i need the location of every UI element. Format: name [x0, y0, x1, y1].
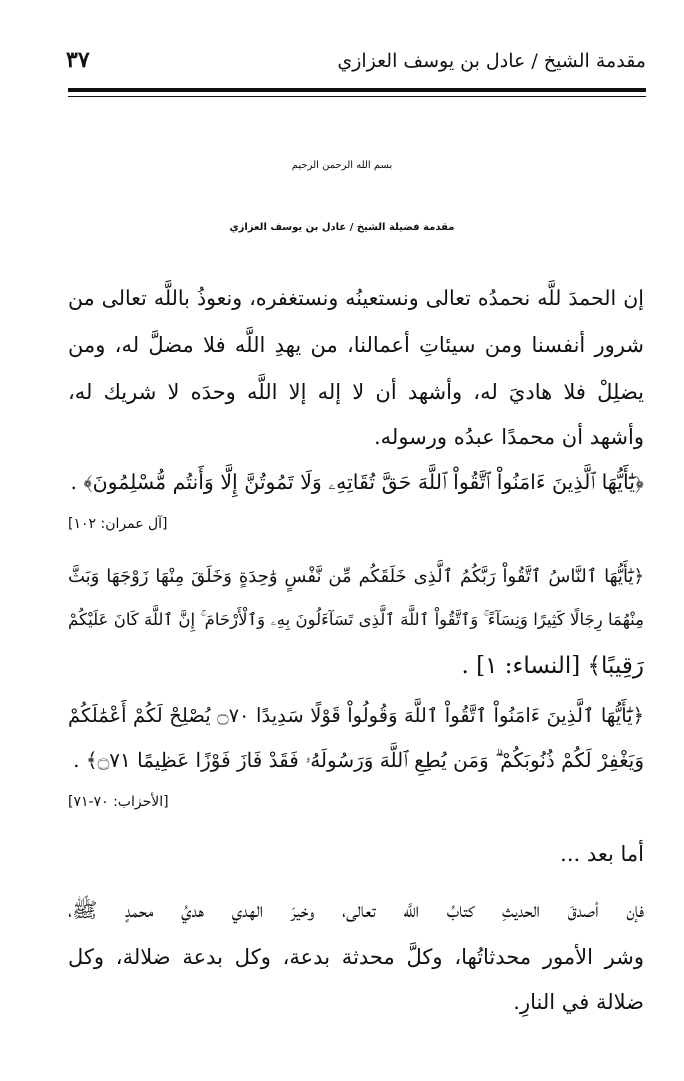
verse-line: وَيَغْفِرْ لَكُمْ ذُنُوبَكُمْ ۗ وَمَن يُطِعِ ٱللَّهَ وَرَسُولَهُۥ فَقَدْ فَازَ فَوْزًا عَظِيمًا ۝٧١﴾ . — [73, 748, 644, 772]
page-title: مقدمة فضيلة الشيخ / عادل بن يوسف العزازي — [229, 222, 455, 233]
intro-line: شرور أنفسنا ومن سيئاتِ أعمالنا، من يهدِ اللَّه فلا مضلَّ له، ومن — [68, 333, 644, 357]
verse-line: ﴿يَٰٓأَيُّهَا ٱلَّذِينَ ءَامَنُواْ ٱتَّقُواْ ٱللَّهَ وَقُولُواْ قَوْلًا سَدِيدًا ۝٧٠ يُصْلِحْ لَكُمْ أَعْمَٰلَكُمْ — [68, 704, 644, 727]
intro-line: يضلِلْ فلا هاديَ له، وأشهد أن لا إله إلا اللَّه وحدَه لا شريك له، — [68, 380, 644, 404]
page-number: ٣٧ — [66, 47, 90, 73]
verse-reference: [آل عمران: ١٠٢] — [68, 516, 168, 532]
intro-line: إن الحمدَ للَّه نحمدُه تعالى ونستعينُه ونستغفره، ونعوذُ باللَّه تعالى من — [68, 286, 644, 310]
verse-line: ﴿يَٰٓأَيُّهَا ٱلَّذِينَ ءَامَنُواْ ٱتَّقُواْ ٱللَّهَ حَقَّ تُقَاتِهِۦ وَلَا تَمُوتُنَّ إِلَّا وَأَنتُم مُّسْلِمُونَ﴾ . — [70, 470, 644, 494]
basmala: بسم الله الرحمن الرحيم — [291, 160, 393, 171]
running-title: مقدمة الشيخ / عادل بن يوسف العزازي — [337, 50, 646, 72]
amma-baad: أما بعد ... — [560, 842, 644, 866]
intro-line: وأشهد أن محمدًا عبدُه ورسوله. — [374, 425, 644, 449]
header-rule-thin — [68, 96, 646, 97]
closing-line: وشر الأمور محدثاتُها، وكلَّ محدثة بدعة، وكل بدعة ضلالة، وكل — [68, 945, 644, 969]
verse-line: ﴿يَٰٓأَيُّهَا ٱلنَّاسُ ٱتَّقُواْ رَبَّكُمُ ٱلَّذِى خَلَقَكُم مِّن نَّفْسٍ وَٰحِدَةٍ وَخَلَقَ مِنْهَا زَوْجَهَا وَبَثَّ — [68, 566, 644, 587]
closing-line: فإن أصدقَ الحديثِ كتابُ اللَّه تعالى، وخيرَ الهدي هديُ محمدٍ ﷺ، — [68, 898, 644, 922]
verse-line: مِنْهُمَا رِجَالًا كَثِيرًا وَنِسَآءً ۚ وَٱتَّقُواْ ٱللَّهَ ٱلَّذِى تَسَآءَلُونَ بِهِۦ وَٱلْأَرْحَامَ ۚ إِنَّ ٱللَّهَ كَانَ عَلَيْكُمْ — [68, 610, 644, 629]
verse-reference: [الأحزاب: ٧٠-٧١] — [68, 794, 169, 810]
verse-line: رَقِيبًا﴾ [النساء: ١] . — [461, 653, 644, 679]
closing-line: ضلالة في النارِ. — [513, 990, 644, 1014]
header-rule-thick — [68, 88, 646, 92]
